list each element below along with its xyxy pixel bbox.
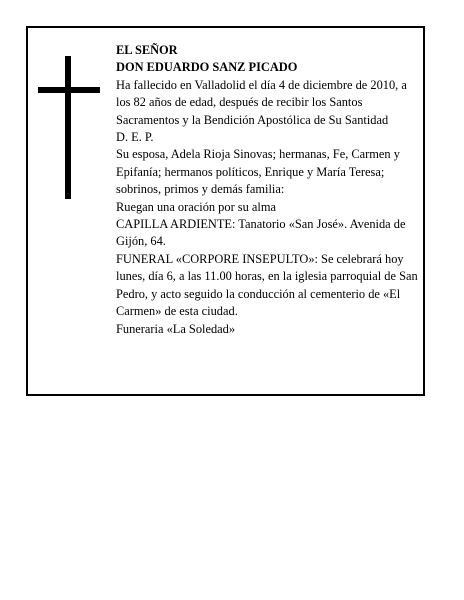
funeral-home: Funeraria «La Soledad» (116, 321, 236, 336)
prayer-request: Ruegan una oración por su alma (116, 199, 276, 214)
funeral-info: FUNERAL «CORPORE INSEPULTO»: Se celebrará hoy lunes, día 6, a las 11.00 horas, en la iglesia parroquial de San Pedro, y acto seguido la conducción al cementerio de «El Carmen» de esta ciudad. (116, 251, 418, 319)
death-announcement: Ha fallecido en Valladolid el día 4 de diciembre de 2010, a los 82 años de edad, después de recibir los Santos Sacramentos y la Bendición Apostólica de Su Santidad (116, 77, 407, 127)
notice-text (116, 42, 422, 338)
cross-icon (38, 56, 100, 199)
deceased-name: DON EDUARDO SANZ PICADO (116, 60, 298, 75)
cross-vertical-bar (65, 56, 71, 199)
rip-text: D. E. P. (116, 130, 154, 145)
chapel-info: CAPILLA ARDIENTE: Tanatorio «San José». Avenida de Gijón, 64. (116, 217, 406, 249)
notice-title: EL SEÑOR (116, 43, 178, 57)
obituary-notice (26, 26, 425, 396)
cross-horizontal-bar (38, 87, 100, 93)
family-list: Su esposa, Adela Rioja Sinovas; hermanas, Fe, Carmen y Epifanía; hermanos políticos, Enrique y María Teresa; sobrinos, primos y demás familia: (116, 147, 400, 197)
